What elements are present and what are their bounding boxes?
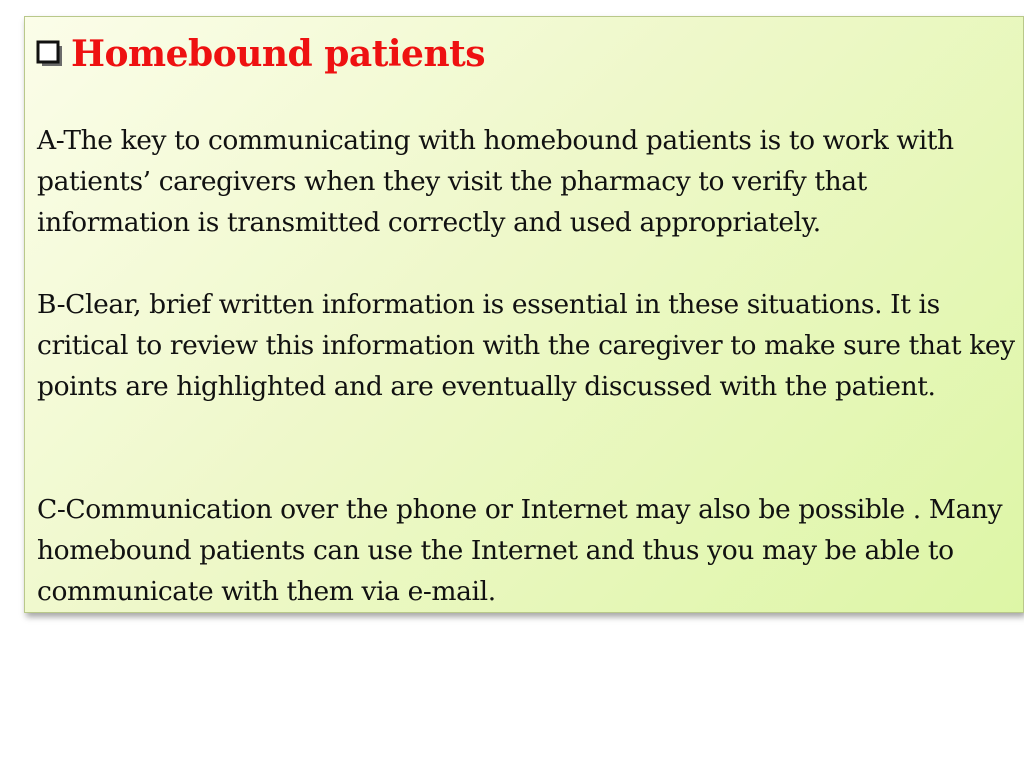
slide-title: Homebound patients: [71, 33, 486, 75]
paragraph-b: B-Clear, brief written information is essential in these situations. It is critical to review this information with the caregiver to make sure that key points are highlighted and are eventually discussed with the patient.: [37, 289, 1015, 402]
paragraph-a: A-The key to communicating with homebound patients is to work with patients’ caregivers when they visit the pharmacy to verify that information is transmitted correctly and used appropriately.: [37, 125, 954, 238]
paragraph-c: C-Communication over the phone or Internet may also be possible . Many homebound patients can use the Internet and thus you may be able to communicate with them via e-mail.: [37, 494, 1003, 607]
title-row: [35, 32, 485, 76]
checkbox-bullet-icon: [35, 36, 67, 72]
content-box: [24, 16, 1024, 613]
